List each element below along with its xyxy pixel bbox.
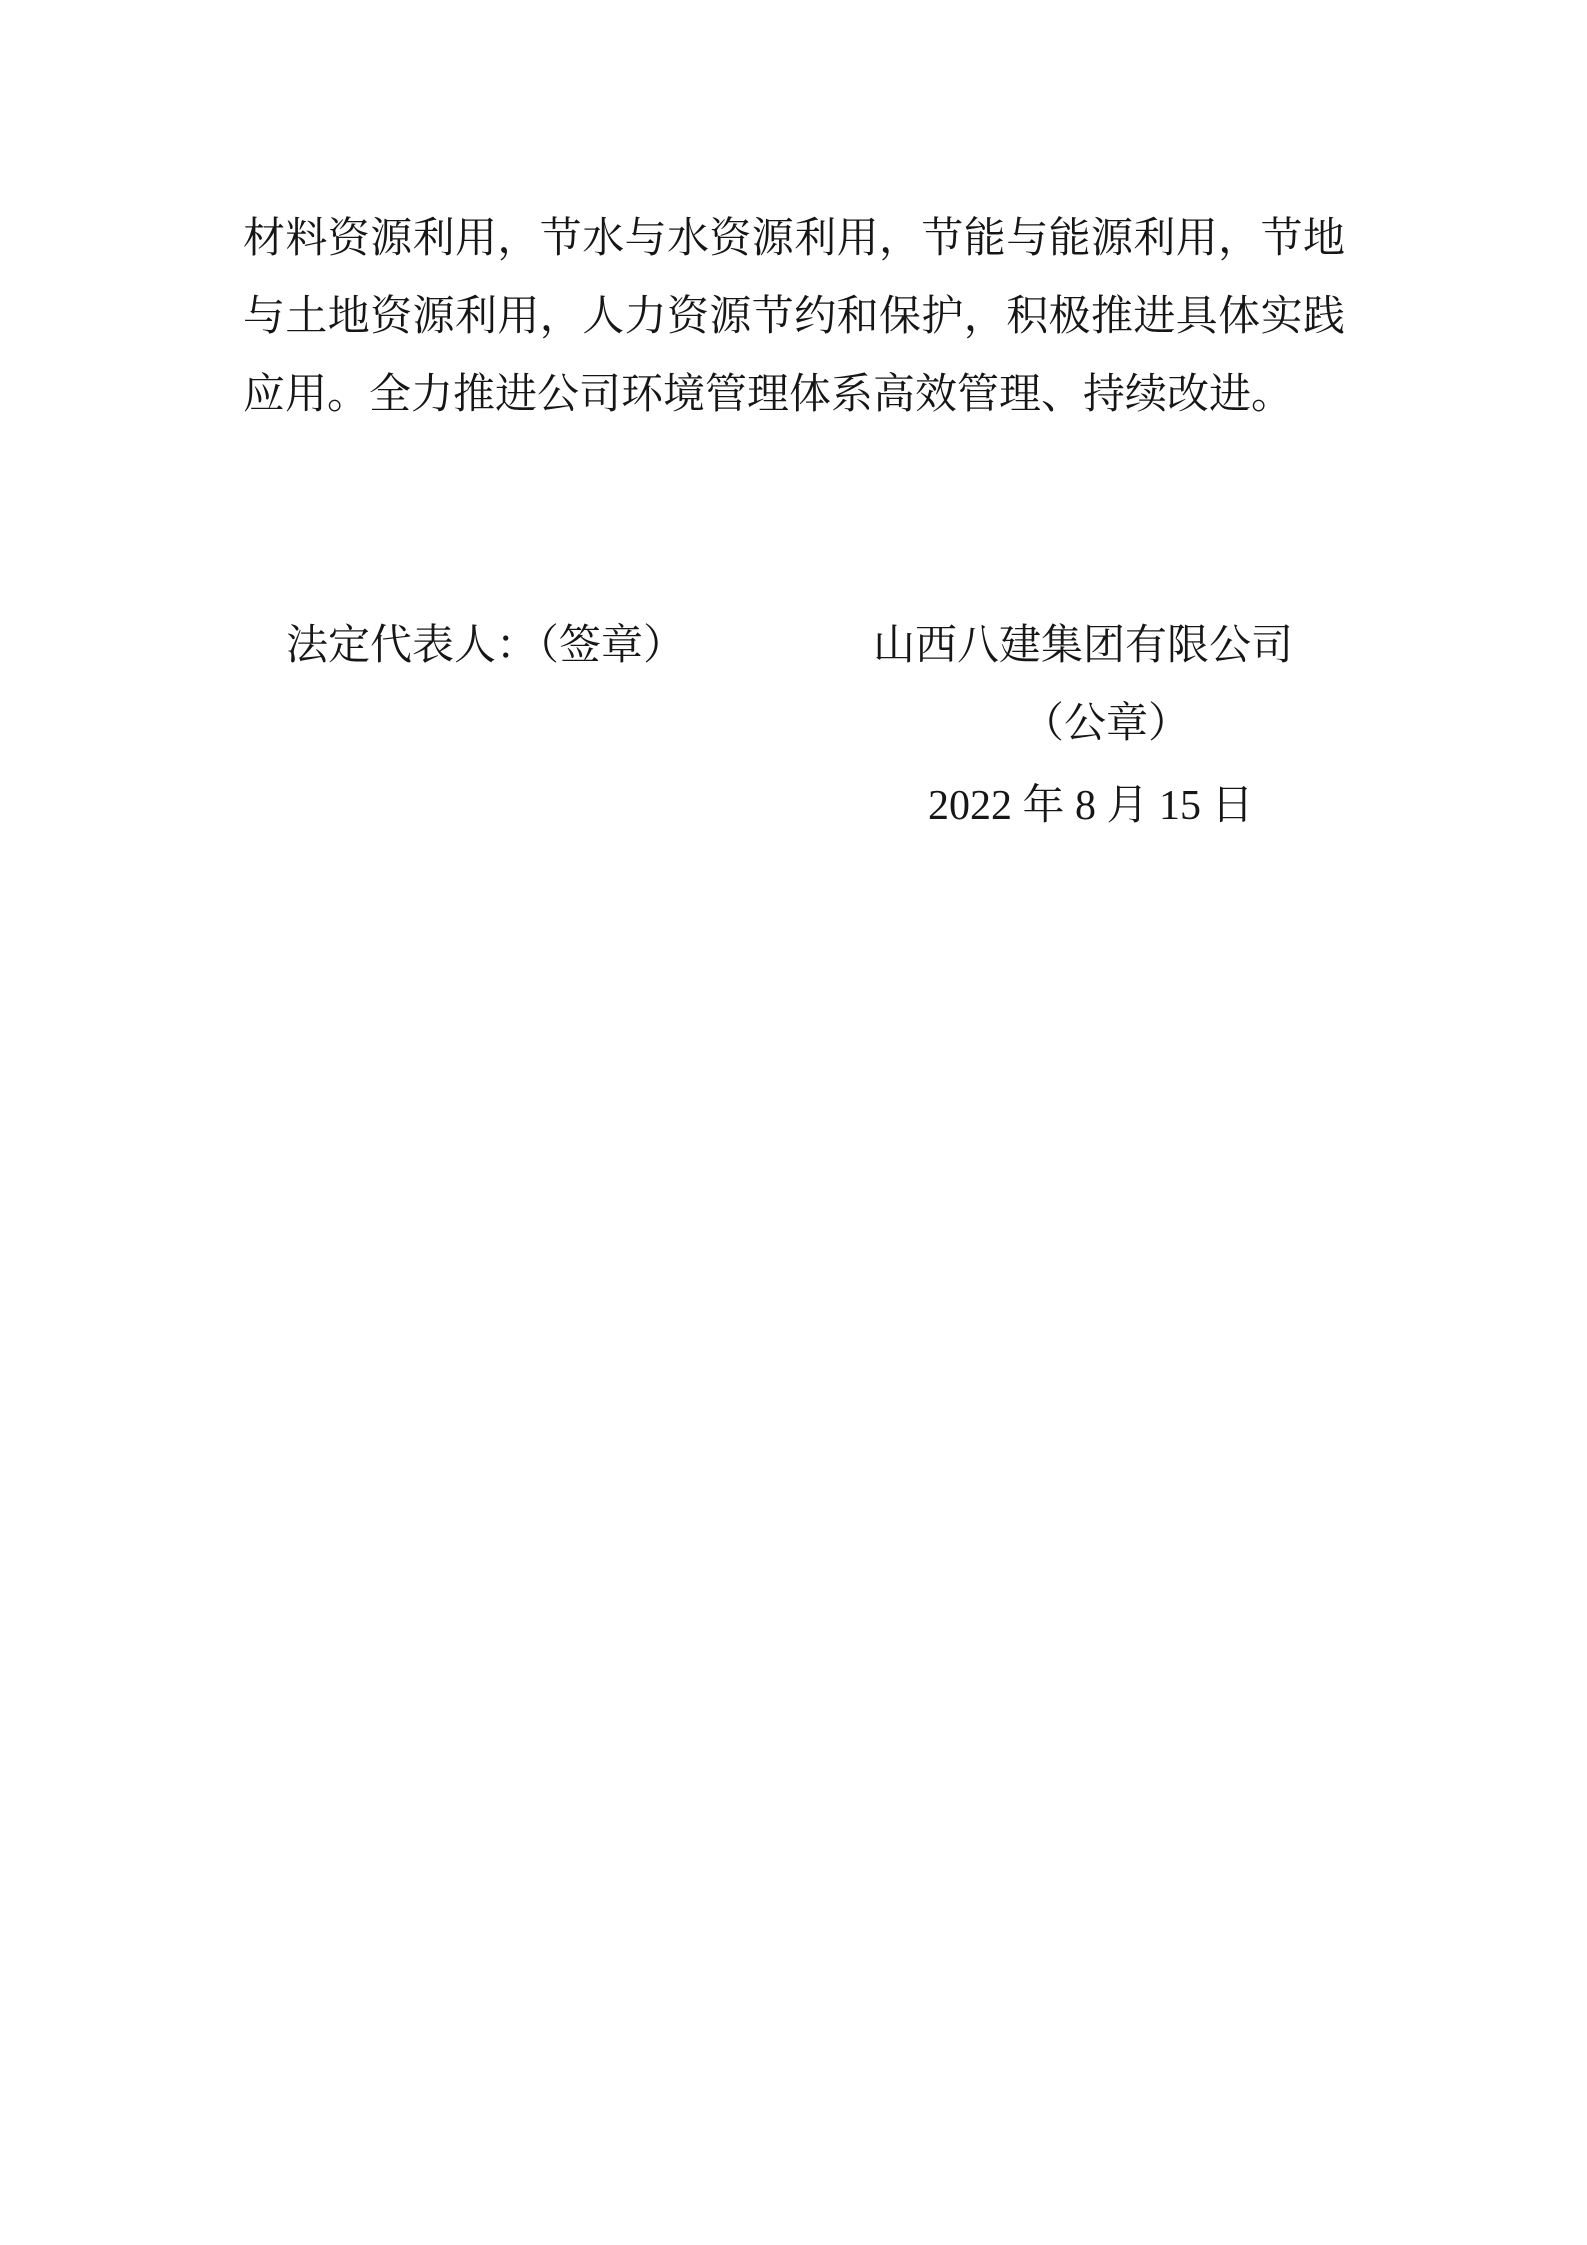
paragraph-line-1: 材料资源利用，节水与水资源利用，节能与能源利用，节地 [243, 216, 1345, 262]
company-name: 山西八建集团有限公司 [873, 623, 1294, 669]
document-date: 2022 年 8 月 15 日 [928, 783, 1254, 829]
company-seal-placeholder: （公章） [1022, 701, 1191, 747]
body-paragraph [243, 200, 1345, 434]
legal-representative-signature-line: 法定代表人：（签章） [286, 623, 686, 669]
paragraph-line-3: 应用。全力推进公司环境管理体系高效管理、持续改进。 [243, 372, 1294, 418]
paragraph-line-2: 与土地资源利用，人力资源节约和保护，积极推进具体实践 [243, 294, 1345, 340]
